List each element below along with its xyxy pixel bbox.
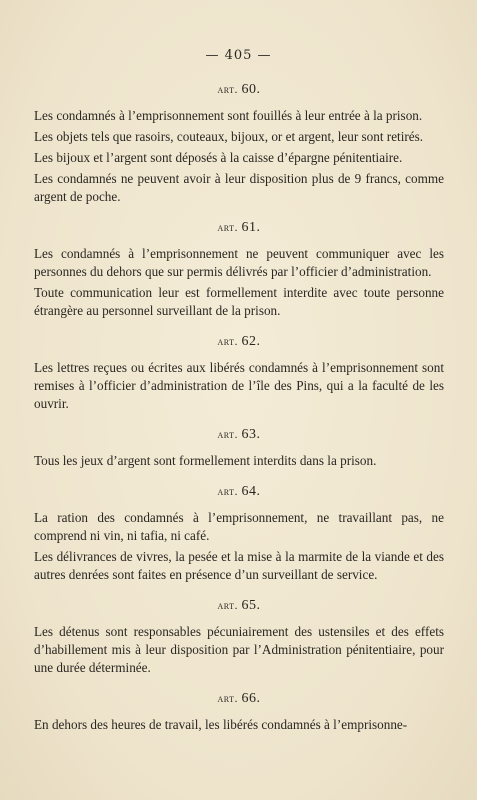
article-label: art. — [217, 484, 239, 498]
article-heading — [34, 425, 444, 444]
article-heading — [34, 218, 444, 237]
paragraph: Les bijoux et l’argent sont déposés à la caisse d’épargne pénitentiaire. — [34, 150, 403, 165]
article-number: 61. — [241, 220, 261, 235]
article-heading — [34, 596, 444, 615]
article-label: art. — [217, 334, 239, 348]
article-heading — [34, 482, 444, 501]
article-heading — [34, 689, 444, 708]
article-number: 66. — [241, 691, 261, 706]
paragraph: Les condamnés à l’emprisonnement sont fouillés à leur entrée à la prison. — [34, 108, 423, 123]
paragraph: Les condamnés à l’emprisonnement ne peuvent communiquer avec les personnes du dehors que sur permis délivrés par l’officier d’administration. — [34, 246, 444, 279]
article-number: 62. — [241, 334, 261, 349]
body-text — [34, 80, 444, 746]
article-heading — [34, 80, 444, 99]
article-number: 63. — [241, 427, 261, 442]
article-number: 60. — [241, 82, 261, 97]
page-number-header: — 405 — — [205, 48, 272, 63]
paragraph: La ration des condamnés à l’emprisonnement, ne travaillant pas, ne comprend ni vin, ni tafia, ni café. — [34, 510, 444, 543]
article-65 — [34, 596, 444, 677]
paragraph: Les objets tels que rasoirs, couteaux, bijoux, or et argent, leur sont retirés. — [34, 129, 424, 144]
article-label: art. — [217, 220, 239, 234]
article-number: 64. — [241, 484, 261, 499]
article-63 — [34, 425, 444, 470]
article-label: art. — [217, 427, 239, 441]
article-60 — [34, 80, 444, 206]
article-label: art. — [217, 598, 239, 612]
paragraph: Toute communication leur est formellement interdite avec toute personne étrangère au personnel surveillant de la prison. — [34, 285, 444, 318]
article-number: 65. — [241, 598, 261, 613]
paragraph: Les lettres reçues ou écrites aux libérés condamnés à l’emprisonnement sont remises à l’officier d’administration de l’île des Pins, qui a la faculté de les ouvrir. — [34, 360, 444, 411]
article-label: art. — [217, 82, 239, 96]
article-64 — [34, 482, 444, 584]
article-66 — [34, 689, 444, 734]
paragraph: Les condamnés ne peuvent avoir à leur disposition plus de 9 francs, comme argent de poche. — [34, 171, 444, 204]
paragraph: Les détenus sont responsables pécuniairement des ustensiles et des effets d’habillement mis à leur disposition par l’Administration pénitentiaire, pour une durée déterminée. — [34, 624, 444, 675]
article-62 — [34, 332, 444, 413]
paragraph: En dehors des heures de travail, les libérés condamnés à l’emprisonne- — [34, 717, 408, 732]
paragraph: Les délivrances de vivres, la pesée et la mise à la marmite de la viande et des autres denrées sont faites en présence d’un surveillant de service. — [34, 549, 444, 582]
article-heading — [34, 332, 444, 351]
article-label: art. — [217, 691, 239, 705]
article-61 — [34, 218, 444, 320]
paragraph: Tous les jeux d’argent sont formellement interdits dans la prison. — [34, 453, 377, 468]
